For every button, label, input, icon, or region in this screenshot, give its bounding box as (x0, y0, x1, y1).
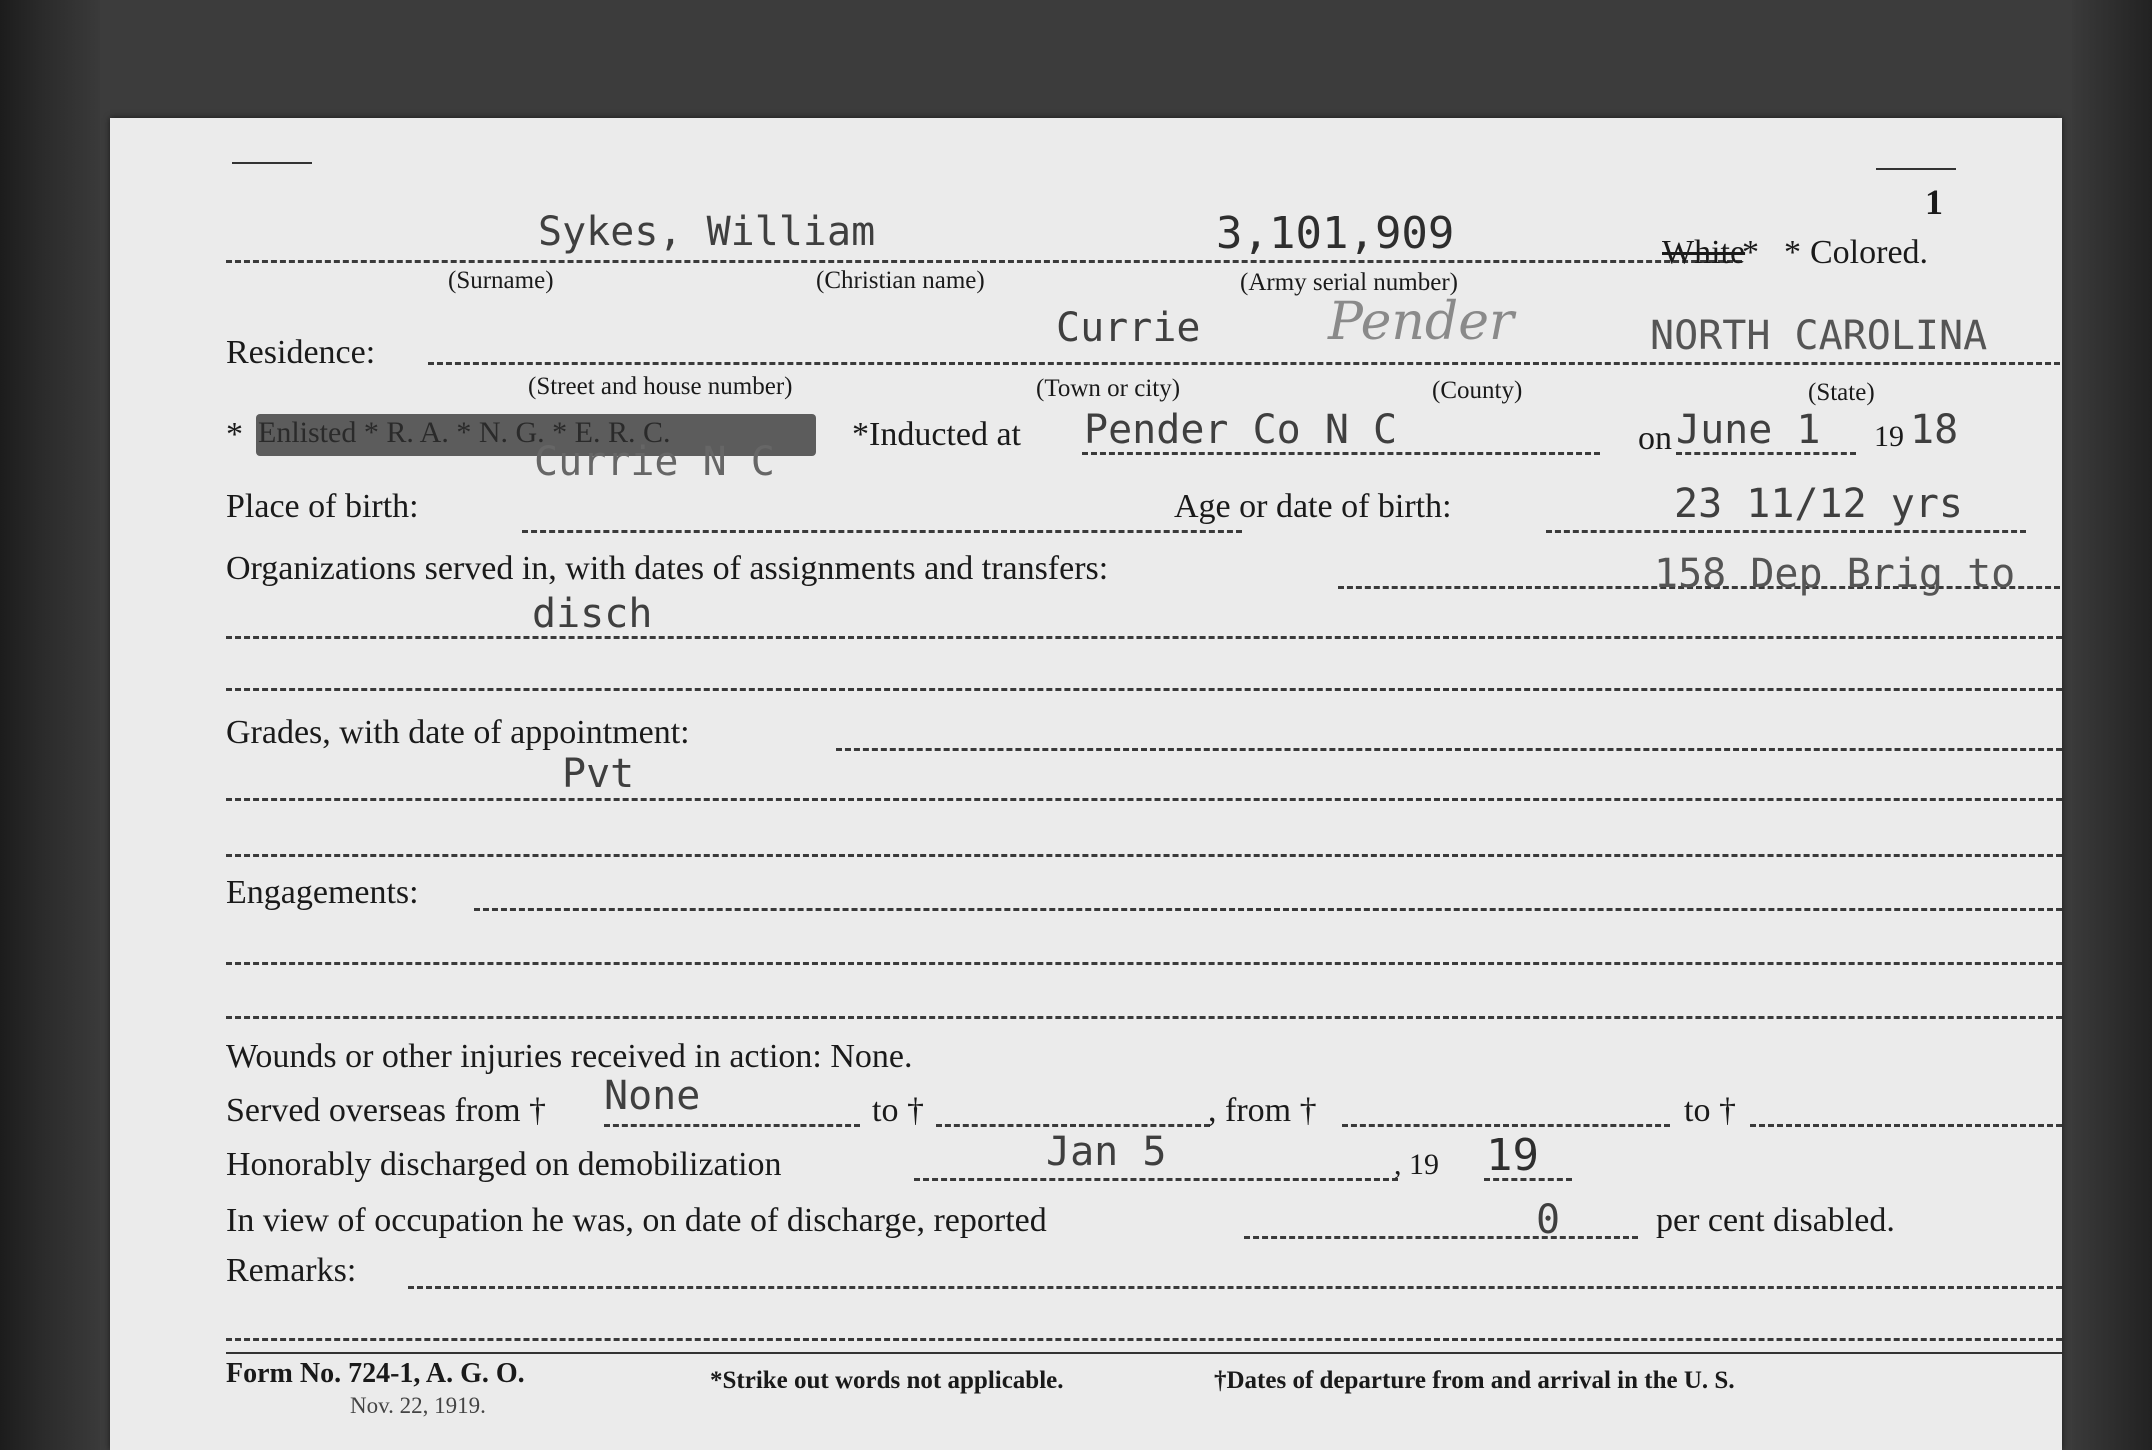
overseas-from-line-2 (1342, 1124, 1670, 1127)
birth-place-typed: Currie N C (534, 439, 775, 485)
discharge-date-line (914, 1178, 1398, 1181)
footnote-strike: *Strike out words not applicable. (710, 1367, 1064, 1394)
enlisted-star: * (226, 416, 243, 453)
remarks-label: Remarks: (226, 1252, 357, 1289)
engagements-line-1 (474, 908, 2062, 911)
scanner-edge-left (0, 0, 100, 1450)
discharge-year-typed: 19 (1486, 1130, 1539, 1181)
footer-rule (226, 1352, 2062, 1354)
grades-line-3 (226, 854, 2062, 857)
overseas-label: Served overseas from † (226, 1092, 547, 1129)
grades-label: Grades, with date of appointment: (226, 714, 690, 751)
overseas-to-line (936, 1124, 1210, 1127)
remarks-line-1 (408, 1286, 2062, 1289)
name-line (226, 260, 1742, 263)
overseas-to-label: to † (872, 1092, 924, 1129)
residence-label: Residence: (226, 334, 376, 371)
form-number: Form No. 724-1, A. G. O. (226, 1358, 525, 1389)
discharge-year-prefix: , 19 (1394, 1148, 1439, 1181)
town-typed: Currie (1056, 305, 1201, 351)
occupation-label: In view of occupation he was, on date of discharge, reported (226, 1202, 1047, 1239)
name-typed: Sykes, William (538, 209, 876, 255)
grades-line-2 (226, 798, 2062, 801)
overseas-to-line-2 (1750, 1124, 2062, 1127)
disabled-line (1244, 1236, 1638, 1239)
organizations-typed-2: disch (532, 591, 653, 637)
serial-typed: 3,101,909 (1216, 208, 1455, 259)
inducted-place-typed: Pender Co N C (1084, 407, 1398, 453)
footnote-dates: †Dates of departure from and arrival in the U. S. (1214, 1367, 1735, 1394)
inducted-year-prefix: 19 (1874, 420, 1904, 453)
disabled-typed: 0 (1536, 1197, 1561, 1243)
residence-line (428, 362, 2060, 365)
card-number: 1 (1925, 182, 1943, 222)
race-marker: * (1742, 234, 1759, 271)
caption-serial: (Army serial number) (1240, 269, 1458, 296)
state-typed: NORTH CAROLINA (1650, 313, 1988, 359)
caption-street: (Street and house number) (528, 373, 793, 400)
grades-line-1 (836, 748, 2062, 751)
race-colored-star: * (1784, 234, 1801, 271)
organizations-line-3 (226, 688, 2062, 691)
discharge-year-line (1484, 1178, 1572, 1181)
wounds-label: Wounds or other injuries received in action: None. (226, 1038, 913, 1075)
engagements-line-2 (226, 962, 2062, 965)
service-record-card (110, 118, 2062, 1450)
age-line (1546, 530, 2026, 533)
organizations-line-2 (226, 636, 2062, 639)
inducted-year-typed: 18 (1910, 407, 1959, 453)
caption-state: (State) (1808, 379, 1875, 406)
overseas-to-label-2: to † (1684, 1092, 1736, 1129)
on-label: on (1638, 420, 1672, 457)
disabled-suffix: per cent disabled. (1656, 1202, 1895, 1239)
discharge-date-typed: Jan 5 (1046, 1129, 1167, 1175)
enlisted-options-struck: Enlisted * R. A. * N. G. * E. R. C. (258, 416, 671, 449)
organizations-typed-1: 158 Dep Brig to (1654, 551, 2016, 597)
birth-place-label: Place of birth: (226, 488, 419, 525)
remarks-line-2 (226, 1338, 2062, 1341)
overseas-from-label-2: , from † (1208, 1092, 1317, 1129)
age-label: Age or date of birth: (1174, 488, 1452, 525)
race-white: White (1662, 234, 1746, 271)
overseas-typed: None (604, 1073, 701, 1119)
corner-rule-left (232, 162, 312, 164)
race-colored: Colored. (1810, 234, 1929, 271)
county-handwritten: Pender (1328, 292, 1514, 352)
caption-surname: (Surname) (448, 267, 554, 294)
inducted-date-line (1676, 452, 1856, 455)
age-typed: 23 11/12 yrs (1674, 481, 1963, 527)
grades-typed: Pvt (562, 751, 635, 797)
inducted-label: *Inducted at (852, 416, 1021, 453)
organizations-label: Organizations served in, with dates of assignments and transfers: (226, 550, 1109, 587)
discharge-label: Honorably discharged on demobilization (226, 1146, 782, 1183)
caption-county: (County) (1432, 377, 1523, 404)
corner-rule-right (1876, 168, 1956, 170)
birth-place-line (522, 530, 1242, 533)
inducted-place-line (1082, 452, 1600, 455)
inducted-date-typed: June 1 (1676, 407, 1821, 453)
caption-town: (Town or city) (1036, 375, 1181, 402)
engagements-label: Engagements: (226, 874, 419, 911)
overseas-from-line (604, 1124, 860, 1127)
scanner-edge-right (2072, 0, 2152, 1450)
engagements-line-3 (226, 1016, 2062, 1019)
form-date: Nov. 22, 1919. (350, 1393, 486, 1418)
caption-christian-name: (Christian name) (816, 267, 985, 294)
